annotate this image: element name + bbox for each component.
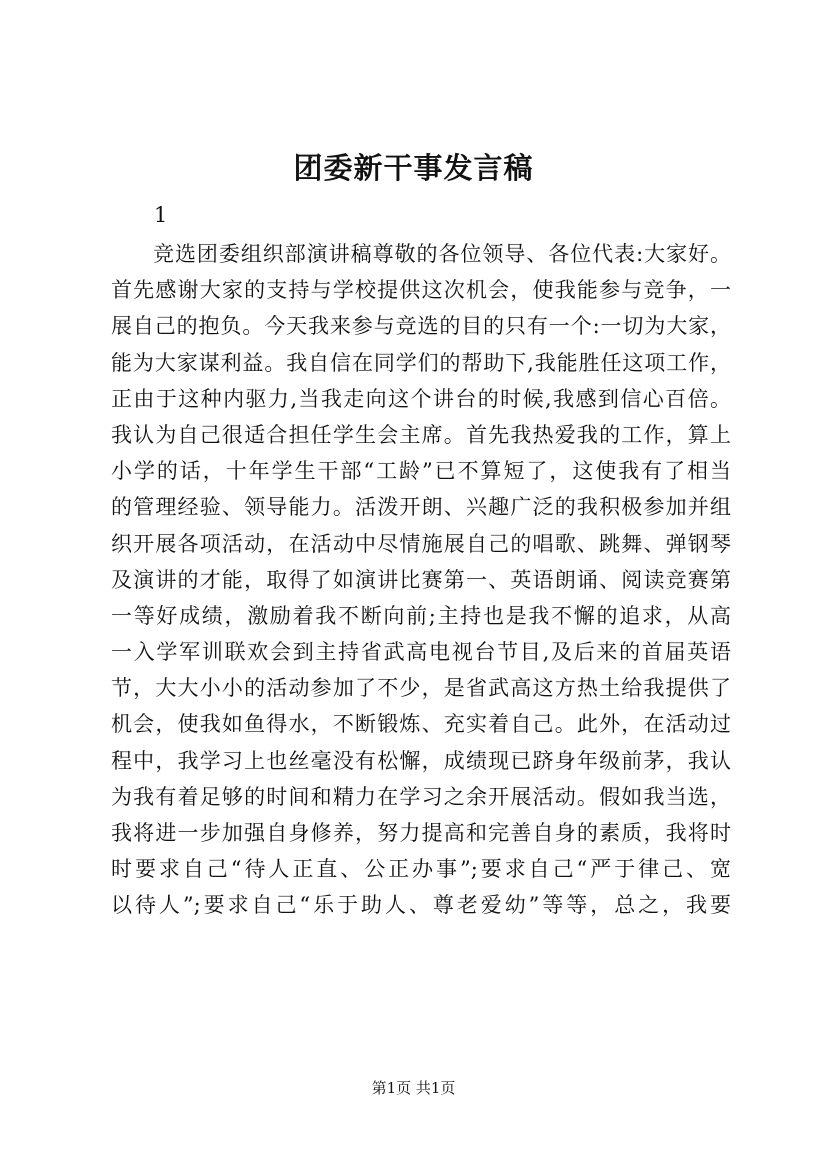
body-line: 程中，我学习上也丝毫没有松懈，成绩现已跻身年级前茅，我认	[111, 748, 731, 773]
body-line: 小学的话，十年学生干部“工龄”已不算短了，这使我有了相当	[111, 459, 731, 484]
body-line: 一入学军训联欢会到主持省武高电视台节目,及后来的首届英语	[111, 640, 731, 665]
body-line: 首先感谢大家的支持与学校提供这次机会，使我能参与竞争，一	[111, 278, 731, 303]
body-line: 为我有着足够的时间和精力在学习之余开展活动。假如我当选，	[111, 784, 731, 809]
body-line: 织开展各项活动，在活动中尽情施展自己的唱歌、跳舞、弹钢琴	[111, 531, 731, 556]
body-line: 时要求自己“待人正直、公正办事”;要求自己“严于律己、宽	[111, 857, 731, 882]
body-line: 的管理经验、领导能力。活泼开朗、兴趣广泛的我积极参加并组	[111, 495, 731, 520]
body-line: 展自己的抱负。今天我来参与竞选的目的只有一个:一切为大家，	[111, 314, 731, 339]
body-line: 竞选团委组织部演讲稿尊敬的各位领导、各位代表:大家好。	[153, 242, 731, 266]
section-number: 1	[154, 203, 168, 227]
body-line: 能为大家谋利益。我自信在同学们的帮助下,我能胜任这项工作，	[111, 350, 731, 375]
body-line: 我认为自己很适合担任学生会主席。首先我热爱我的工作，算上	[111, 422, 731, 447]
document-title: 团委新干事发言稿	[293, 151, 534, 185]
body-line: 及演讲的才能，取得了如演讲比赛第一、英语朗诵、阅读竞赛第	[111, 567, 731, 592]
body-paragraph	[111, 236, 731, 924]
body-line: 我将进一步加强自身修养，努力提高和完善自身的素质，我将时	[111, 821, 731, 845]
body-line: 以待人”;要求自己“乐于助人、尊老爱幼”等等，总之，我要	[111, 893, 731, 918]
page-footer: 第1页 共1页	[371, 1079, 456, 1097]
body-line: 机会，使我如鱼得水，不断锻炼、充实着自己。此外，在活动过	[111, 712, 731, 737]
body-line: 一等好成绩，激励着我不断向前;主持也是我不懈的追求，从高	[111, 603, 731, 628]
body-line: 节，大大小小的活动参加了不少，是省武高这方热土给我提供了	[111, 676, 731, 701]
body-line: 正由于这种内驱力,当我走向这个讲台的时候,我感到信心百倍。	[111, 386, 731, 411]
